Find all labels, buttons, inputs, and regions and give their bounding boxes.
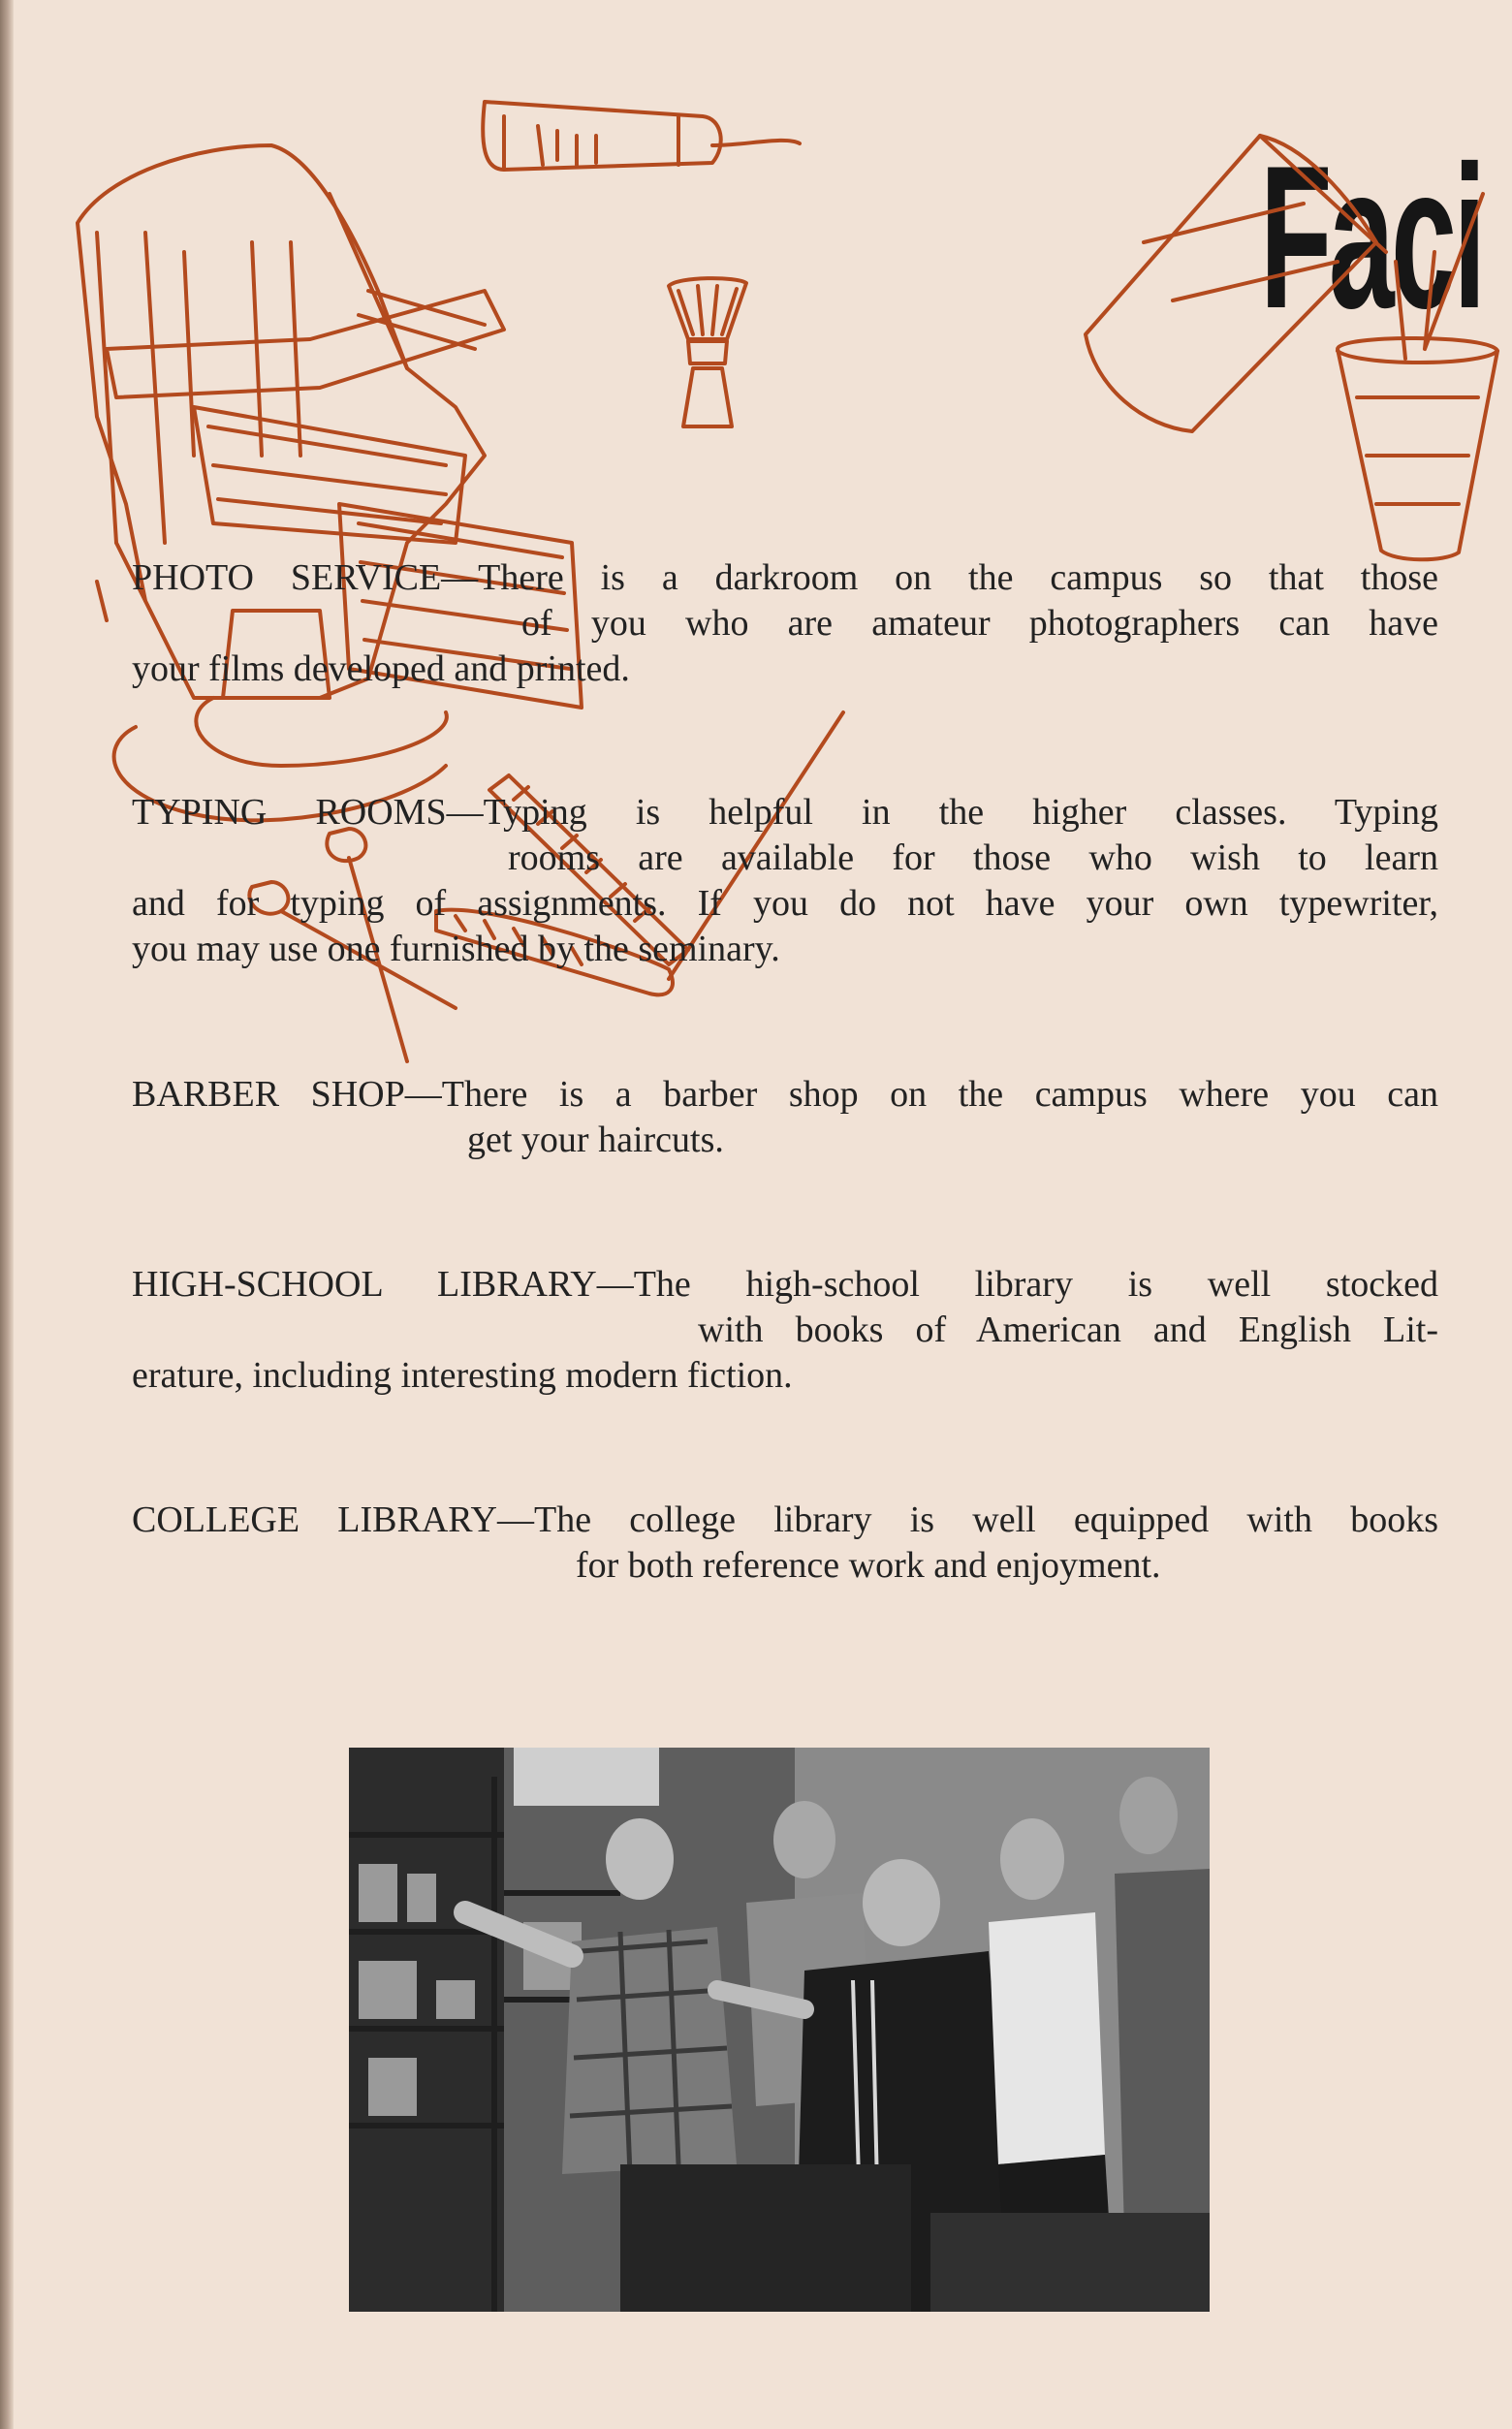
- entry-photo-service-line1: [132, 555, 1438, 601]
- entry-high-school-library-line1: [132, 1262, 1438, 1308]
- hair-clippers-icon: [483, 102, 800, 170]
- entry-barber-shop-line1: [132, 1072, 1438, 1118]
- photo-scene: [349, 1748, 1210, 2312]
- page-title-fragment: Faci: [1260, 123, 1483, 351]
- barber-shop-photo: [349, 1748, 1210, 2312]
- entry-text: —There is a darkroom on the campus so that those: [441, 557, 1438, 598]
- entry-heading: TYPING ROOMS: [132, 792, 447, 833]
- entry-photo-service: [132, 555, 1438, 692]
- entry-text: —Typing is helpful in the higher classes. Typing: [446, 792, 1438, 833]
- entry-college-library: [132, 1498, 1438, 1589]
- entry-text: erature, including interesting modern fiction.: [132, 1355, 793, 1396]
- entry-text: —The high-school library is well stocked: [596, 1264, 1439, 1305]
- entry-heading: COLLEGE LIBRARY: [132, 1499, 497, 1540]
- entry-text: —There is a barber shop on the campus where you can: [404, 1074, 1438, 1115]
- entry-barber-shop: [132, 1072, 1438, 1163]
- entry-typing-rooms-line1: [132, 790, 1438, 836]
- entry-text: of you who are amateur photographers can have: [521, 603, 1438, 644]
- entry-typing-rooms: [132, 790, 1438, 972]
- entry-heading: BARBER SHOP: [132, 1074, 405, 1115]
- entry-text: with books of American and English Lit-: [698, 1309, 1438, 1350]
- entry-text: and for typing of assignments. If you do not have your own typewriter,: [132, 883, 1438, 924]
- entry-text: —The college library is well equipped with books: [496, 1499, 1438, 1540]
- entry-text: rooms are available for those who wish to learn: [508, 837, 1438, 878]
- entry-heading: PHOTO SERVICE: [132, 557, 442, 598]
- shaving-brush-icon: [669, 278, 746, 426]
- entry-text: for both reference work and enjoyment.: [576, 1545, 1161, 1586]
- barber-chair-icon: [78, 145, 582, 820]
- entry-text: get your haircuts.: [467, 1120, 724, 1160]
- entry-high-school-library: [132, 1262, 1438, 1399]
- entry-heading: HIGH-SCHOOL LIBRARY: [132, 1264, 597, 1305]
- entry-text: you may use one furnished by the seminary.: [132, 929, 780, 969]
- entry-text: your films developed and printed.: [132, 648, 630, 689]
- entry-college-library-line1: [132, 1498, 1438, 1543]
- page-binding-edge: [0, 0, 14, 2429]
